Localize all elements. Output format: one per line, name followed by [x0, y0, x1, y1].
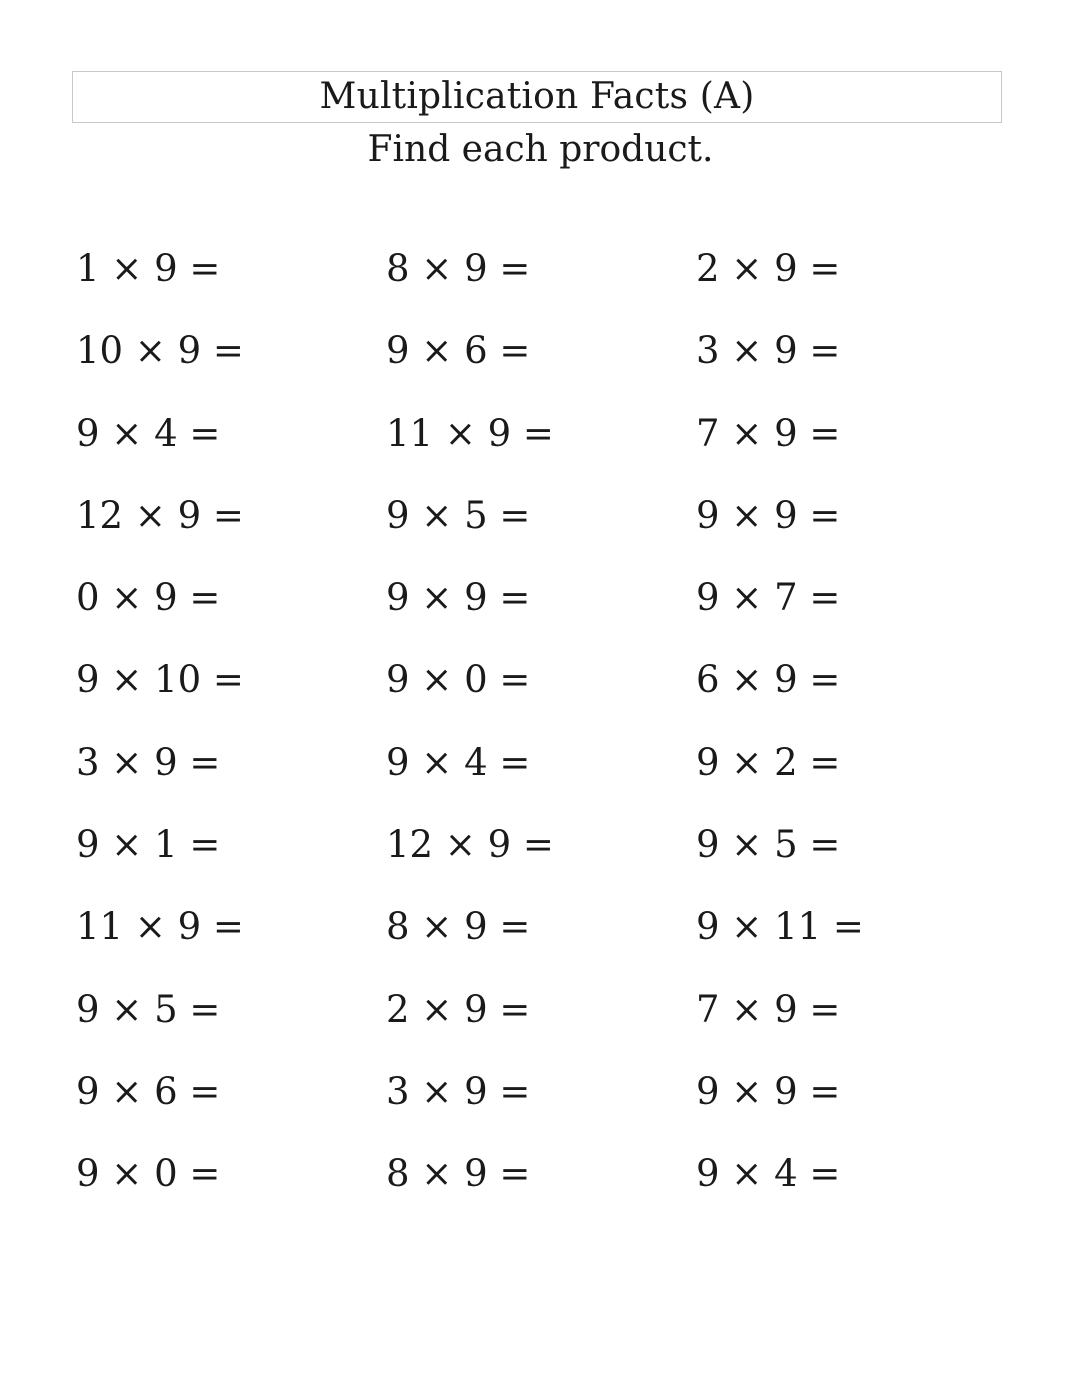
- title-box: [72, 71, 1002, 123]
- problem-r3-c3: 7 × 9 =: [696, 411, 841, 455]
- problem-r7-c3: 9 × 2 =: [696, 740, 841, 784]
- problem-grid: [76, 247, 1006, 1238]
- problem-r6-c1: 9 × 10 =: [76, 658, 244, 702]
- worksheet-instruction: Find each product.: [367, 129, 714, 170]
- problem-r8-c3: 9 × 5 =: [696, 823, 841, 867]
- problem-r8-c1: 9 × 1 =: [76, 823, 221, 867]
- problem-r2-c2: 9 × 6 =: [386, 329, 531, 373]
- problem-r5-c1: 0 × 9 =: [76, 576, 221, 620]
- problem-r2-c1: 10 × 9 =: [76, 329, 244, 373]
- problem-r9-c3: 9 × 11 =: [696, 905, 864, 949]
- problem-r12-c2: 8 × 9 =: [386, 1152, 531, 1196]
- problem-r2-c3: 3 × 9 =: [696, 329, 841, 373]
- problem-r8-c2: 12 × 9 =: [386, 823, 554, 867]
- problem-r5-c3: 9 × 7 =: [696, 576, 841, 620]
- problem-r1-c2: 8 × 9 =: [386, 247, 531, 290]
- problem-r9-c2: 8 × 9 =: [386, 905, 531, 949]
- problem-r11-c1: 9 × 6 =: [76, 1069, 221, 1113]
- worksheet-title: Multiplication Facts (A): [319, 76, 755, 117]
- problem-r6-c3: 6 × 9 =: [696, 658, 841, 702]
- problem-r1-c1: 1 × 9 =: [76, 247, 221, 290]
- problem-r7-c2: 9 × 4 =: [386, 740, 531, 784]
- problem-r7-c1: 3 × 9 =: [76, 740, 221, 784]
- problem-r10-c1: 9 × 5 =: [76, 987, 221, 1031]
- problem-r4-c3: 9 × 9 =: [696, 493, 841, 537]
- problem-r4-c2: 9 × 5 =: [386, 493, 531, 537]
- problem-r5-c2: 9 × 9 =: [386, 576, 531, 620]
- problem-r12-c1: 9 × 0 =: [76, 1152, 221, 1196]
- problem-r6-c2: 9 × 0 =: [386, 658, 531, 702]
- problem-r10-c2: 2 × 9 =: [386, 987, 531, 1031]
- problem-r1-c3: 2 × 9 =: [696, 247, 841, 290]
- problem-r11-c2: 3 × 9 =: [386, 1069, 531, 1113]
- problem-r3-c2: 11 × 9 =: [386, 411, 554, 455]
- problem-r3-c1: 9 × 4 =: [76, 411, 221, 455]
- problem-r4-c1: 12 × 9 =: [76, 493, 244, 537]
- problem-r11-c3: 9 × 9 =: [696, 1069, 841, 1113]
- problem-r10-c3: 7 × 9 =: [696, 987, 841, 1031]
- problem-r12-c3: 9 × 4 =: [696, 1152, 841, 1196]
- problem-r9-c1: 11 × 9 =: [76, 905, 244, 949]
